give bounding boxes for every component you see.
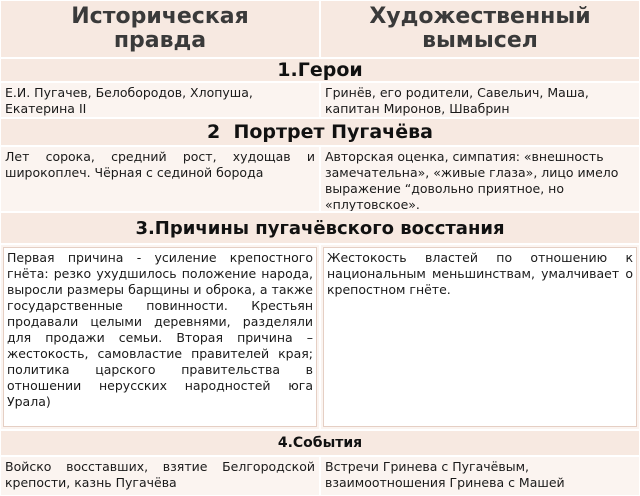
section-4-left-text: Войско восставших, взятие Белгородской крепости, казнь Пугачёва — [5, 459, 315, 490]
section-3-left-box — [3, 247, 317, 427]
section-3-left-text: Первая причина - усиление крепостного гнёта: резко ухудшилось положение народа, выросли размеры барщины и оброка, а также государственные повинности. Крестьян продавали целыми деревнями, разделяли для продажи семьи. Вторая причина – жестокость, самовластие правителей края; политика царского правительства в отношении нерусских народностей юга Урала) — [7, 250, 313, 409]
section-events-title — [0, 430, 640, 456]
header-artistic-fiction — [320, 0, 640, 58]
header-col2-text: Художественный вымысел — [369, 4, 591, 53]
section-4-historical — [0, 456, 320, 496]
section-causes-title — [0, 212, 640, 244]
section-4-title: 4.События — [277, 435, 363, 451]
section-1-left-text: Е.И. Пугачев, Белобородов, Хлопуша, Екатерина II — [5, 85, 253, 116]
section-4-fiction — [320, 456, 640, 496]
section-1-right-text: Гринёв, его родители, Савельич, Маша, капитан Миронов, Швабрин — [325, 85, 589, 116]
section-3-title: 3.Причины пугачёвского восстания — [135, 217, 505, 239]
section-4-right-text: Встречи Гринева с Пугачёвым, взаимоотношения Гринева с Машей — [325, 459, 565, 490]
section-2-historical — [0, 146, 320, 212]
section-2-right-text: Авторская оценка, симпатия: «внешность замечательна», «живые глаза», лицо имело выражение “довольно приятное, но «плутовское». — [325, 149, 619, 212]
header-col1-text: Историческая правда — [71, 4, 249, 53]
section-1-fiction — [320, 82, 640, 118]
section-2-title: 2 Портрет Пугачёва — [207, 121, 433, 143]
section-heroes-title — [0, 58, 640, 82]
section-1-historical — [0, 82, 320, 118]
section-3-right-box — [323, 247, 637, 427]
header-historical-truth — [0, 0, 320, 58]
section-3-historical — [0, 244, 320, 430]
section-portrait-title — [0, 118, 640, 146]
section-2-fiction — [320, 146, 640, 212]
section-3-right-text: Жестокость властей по отношению к национальным меньшинствам, умалчивает о крепостном гнёте. — [327, 250, 633, 297]
section-2-left-text: Лет сорока, средний рост, худощав и широкоплеч. Чёрная с сединой борода — [5, 149, 315, 180]
section-3-fiction — [320, 244, 640, 430]
section-1-title: 1.Герои — [277, 59, 363, 81]
